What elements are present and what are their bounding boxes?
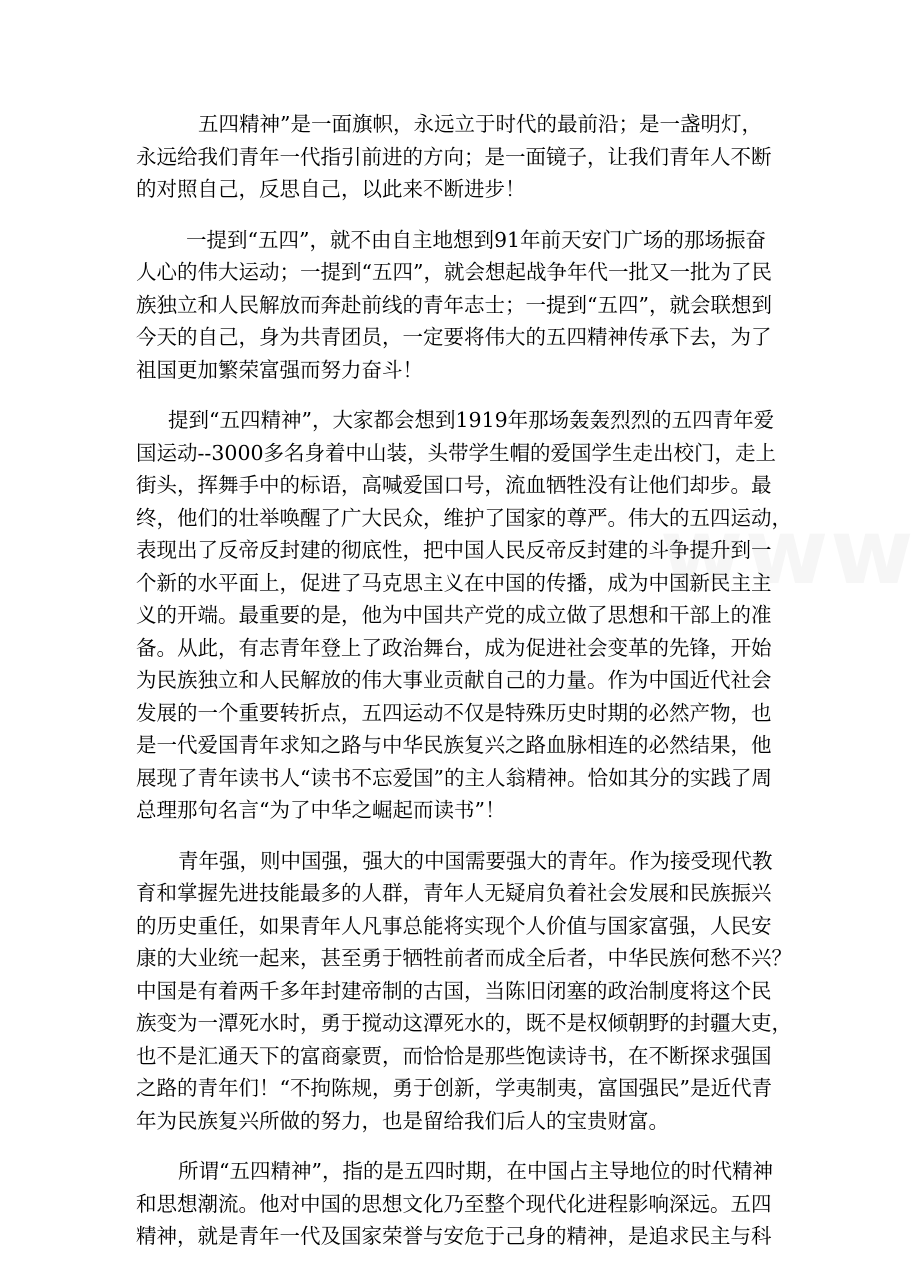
- text-line: 育和掌握先进技能最多的人群，青年人无疑肩负着社会发展和民族振兴: [136, 881, 772, 905]
- text-line: 街头，挥舞手中的标语，高喊爱国口号，流血牺牲没有让他们却步。最: [136, 473, 772, 497]
- text-line: 也不是汇通天下的富商豪贾，而恰恰是那些饱读诗书，在不断探求强国: [136, 1043, 772, 1068]
- text-line: 是一代爱国青年求知之路与中华民族复兴之路血脉相连的必然结果，他: [136, 733, 772, 757]
- text-line: 表现出了反帝反封建的彻底性，把中国人民反帝反封建的斗争提升到一: [136, 538, 772, 562]
- text-line: 发展的一个重要转折点，五四运动不仅是特殊历史时期的必然产物，也: [136, 700, 772, 725]
- watermark: www: [660, 500, 916, 605]
- text-line: 义的开端。最重要的是，他为中国共产党的成立做了思想和干部上的准: [136, 603, 772, 627]
- text-line: 一提到“五四”，就不由自主地想到91年前天安门广场的那场振奋: [186, 227, 767, 252]
- text-line: 之路的青年们！“不拘陈规，勇于创新，学夷制夷，富国强民”是近代青: [136, 1076, 772, 1100]
- text-line: 展现了青年读书人“读书不忘爱国”的主人翁精神。恰如其分的实践了周: [136, 765, 772, 790]
- paragraph: [136, 224, 796, 387]
- text-line: 为民族独立和人民解放的伟大事业贡献自己的力量。作为中国近代社会: [136, 668, 772, 692]
- paragraph: [136, 404, 796, 827]
- text-line: 和思想潮流。他对中国的思想文化乃至整个现代化进程影响深远。五四: [136, 1191, 772, 1216]
- text-line: 年为民族复兴所做的努力，也是留给我们后人的宝贵财富。: [136, 1108, 669, 1133]
- text-line: 青年强，则中国强，强大的中国需要强大的青年。作为接受现代教: [178, 848, 773, 873]
- text-line: 国运动--3000多名身着中山装，头带学生帽的爱国学生走出校门，走上: [136, 440, 777, 465]
- text-line: 今天的自己，身为共青团员，一定要将伟大的五四精神传承下去，为了: [136, 325, 772, 349]
- text-line: 人心的伟大运动；一提到“五四”，就会想起战争年代一批又一批为了民: [136, 260, 772, 284]
- text-line: 备。从此，有志青年登上了政治舞台，成为促进社会变革的先锋，开始: [136, 635, 772, 660]
- text-line: 中国是有着两千多年封建帝制的古国，当陈旧闭塞的政治制度将这个民: [136, 978, 772, 1003]
- paragraph: [136, 1155, 796, 1253]
- text-line: 所谓“五四精神”，指的是五四时期，在中国占主导地位的时代精神: [178, 1159, 773, 1183]
- text-line: 五四精神”是一面旗帜，永远立于时代的最前沿；是一盏明灯，: [198, 112, 762, 136]
- text-line: 的历史重任，如果青年人凡事总能将实现个人价值与国家富强，人民安: [136, 913, 772, 938]
- text-line: 提到“五四精神”，大家都会想到1919年那场轰轰烈烈的五四青年爱: [168, 408, 775, 432]
- text-line: 精神，就是青年一代及国家荣誉与安危于己身的精神，是追求民主与科: [136, 1224, 772, 1248]
- text-line: 族独立和人民解放而奔赴前线的青年志士；一提到“五四”，就会联想到: [136, 292, 772, 317]
- text-line: 永远给我们青年一代指引前进的方向；是一面镜子，让我们青年人不断: [136, 144, 772, 169]
- document-body: [136, 108, 796, 1271]
- text-line: 终，他们的壮举唤醒了广大民众，维护了国家的尊严。伟大的五四运动，: [136, 505, 792, 530]
- paragraph: [136, 845, 796, 1138]
- paragraph: [136, 108, 796, 206]
- text-line: 的对照自己，反思自己，以此来不断进步！: [136, 177, 526, 201]
- text-line: 个新的水平面上，促进了马克思主义在中国的传播，成为中国新民主主: [136, 570, 772, 595]
- text-line: 族变为一潭死水时，勇于搅动这潭死水的，既不是权倾朝野的封疆大吏，: [136, 1011, 792, 1035]
- text-line: 康的大业统一起来，甚至勇于牺牲前者而成全后者，中华民族何愁不兴？: [136, 946, 792, 970]
- text-line: 祖国更加繁荣富强而努力奋斗！: [136, 357, 423, 382]
- text-line: 总理那句名言“为了中华之崛起而读书”！: [136, 798, 506, 822]
